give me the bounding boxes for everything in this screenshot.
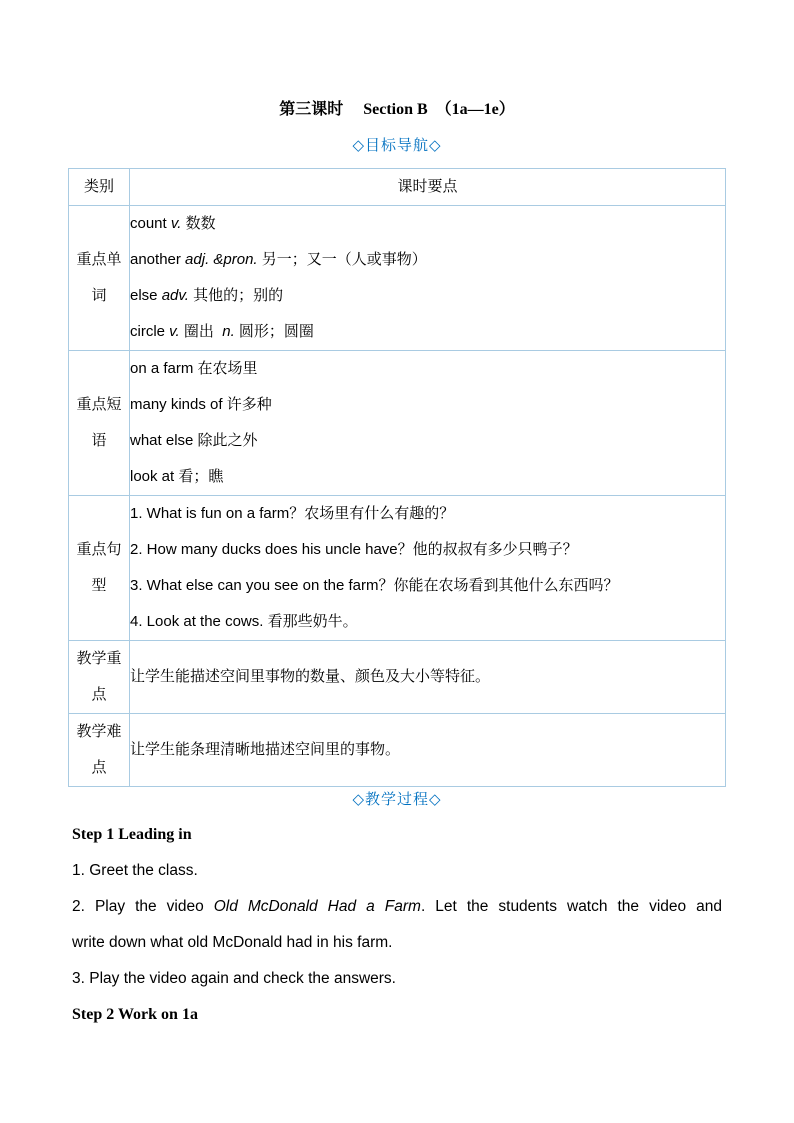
list-item: what else 除此之外 [130,432,258,449]
part-of-speech: adv. [161,287,189,304]
meaning: 数数 [181,215,216,232]
table-row-key-words [69,206,726,351]
category-cell [69,641,130,714]
page-title: 第三课时 Section B （1a—1e） [279,101,515,118]
paragraph: 1. Greet the class. [72,862,198,879]
meaning: 其他的；别的 [188,287,284,304]
list-item [130,242,725,278]
teaching-process [72,817,722,1033]
list-item [130,278,725,314]
table-row-teaching-difficulty [69,714,726,787]
word: count [130,215,171,232]
goal-heading: ◇目标导航◇ [352,137,442,154]
text: 2. Play the video [72,898,214,915]
content-cell [130,351,726,496]
list-item: on a farm 在农场里 [130,360,258,377]
lesson-points-table [68,168,726,787]
content-cell [130,641,726,714]
table-header-row [69,169,726,206]
text: . Let the students watch the video and [420,898,722,915]
category-line: 型 [91,577,107,594]
list-item: look at 看；瞧 [130,468,224,485]
video-title: Old McDonald Had a Farm [213,898,421,915]
list-item: many kinds of 许多种 [130,396,272,413]
step-1-title: Step 1 Leading in [72,826,192,843]
meaning: 圆形；圆圈 [234,323,314,340]
list-item: 3. What else can you see on the farm？你能在农场看到其他什么东西吗？ [130,577,619,594]
category-line: 重点短 [76,396,122,413]
word: else [130,287,162,304]
category-line: 教学难 [76,723,122,740]
paragraph: 3. Play the video again and check the answers. [72,970,396,987]
content-cell [130,714,726,787]
list-item [130,314,725,350]
paragraph: write down what old McDonald had in his farm. [72,934,393,951]
content-cell [130,206,726,351]
category-cell [69,714,130,787]
word: another [130,251,186,268]
part-of-speech: n. [222,323,235,340]
table-row-teaching-focus [69,641,726,714]
meaning: 圈出 [179,323,223,340]
category-line: 教学重 [76,650,122,667]
part-of-speech: adj. &pron. [185,251,258,268]
category-line: 重点句 [76,541,122,558]
list-item: 2. How many ducks does his uncle have？他的叔叔有多少只鸭子？ [130,541,578,558]
part-of-speech: v. [169,323,180,340]
meaning: 另一；又一（人或事物） [257,251,427,268]
category-line: 点 [91,686,107,703]
step-2-title: Step 2 Work on 1a [72,1006,198,1023]
category-cell [69,496,130,641]
content-cell [130,496,726,641]
list-item [130,206,725,242]
process-heading: ◇教学过程◇ [352,791,442,808]
header-category: 类别 [69,169,130,206]
header-points: 课时要点 [130,169,726,206]
category-cell [69,206,130,351]
row-text: 让学生能描述空间里事物的数量、颜色及大小等特征。 [130,668,491,685]
row-text: 让学生能条理清晰地描述空间里的事物。 [130,741,401,758]
category-cell [69,351,130,496]
list-item: 4. Look at the cows. 看那些奶牛。 [130,613,358,630]
table-row-key-sentences [69,496,726,641]
category-line: 重点单 [76,251,122,268]
table-row-key-phrases [69,351,726,496]
paragraph [72,889,722,925]
word: circle [130,323,170,340]
list-item: 1. What is fun on a farm？农场里有什么有趣的？ [130,505,455,522]
part-of-speech: v. [170,215,182,232]
category-line: 语 [91,432,107,449]
category-line: 点 [91,759,107,776]
category-line: 词 [91,287,107,304]
